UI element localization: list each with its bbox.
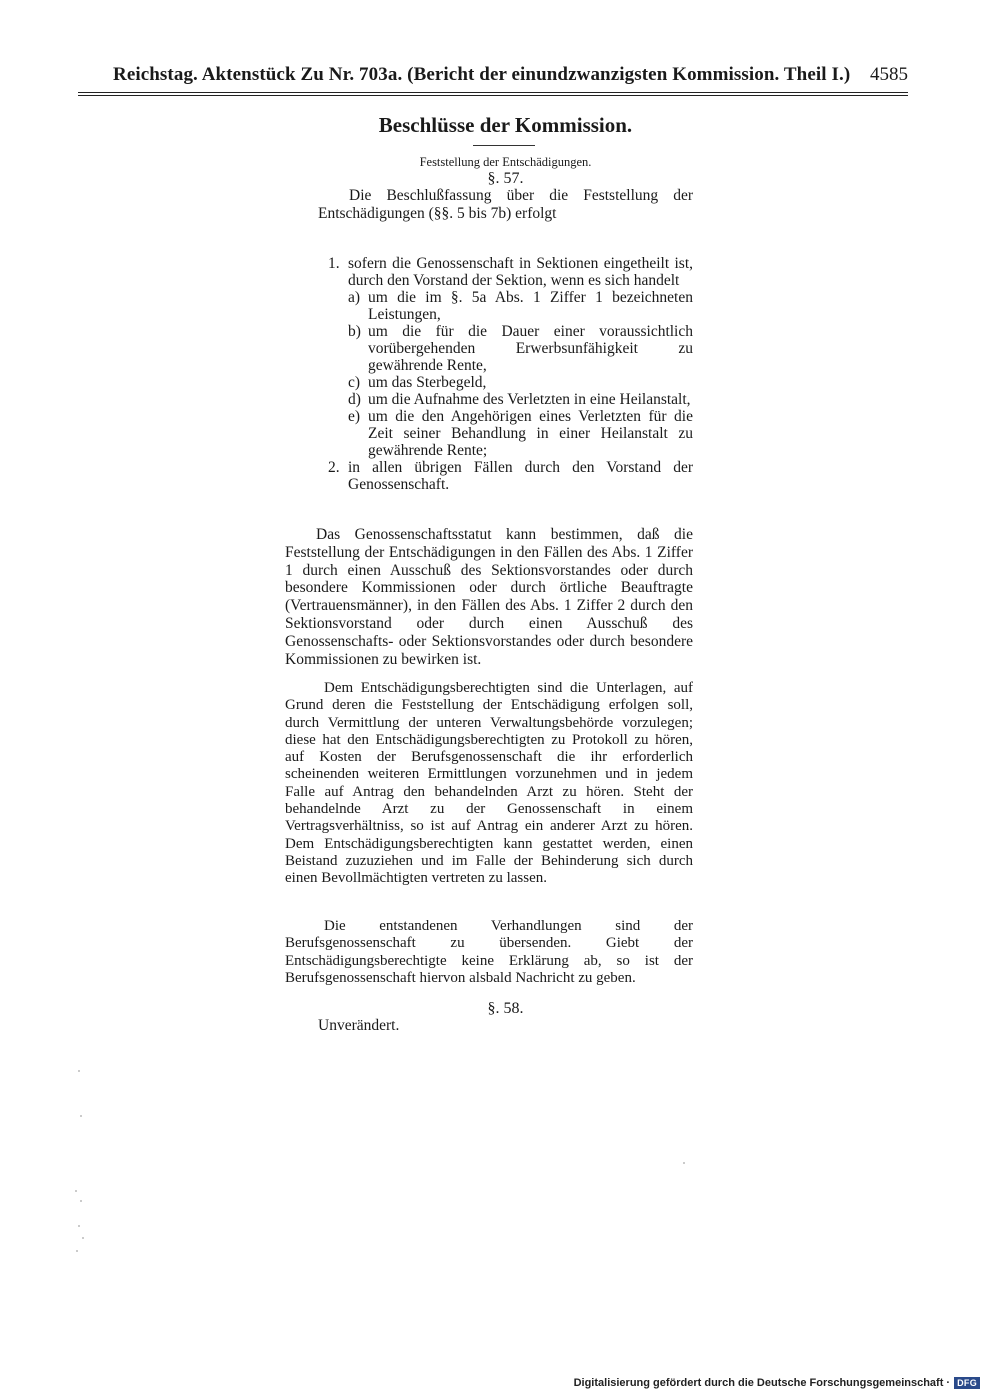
list-item-number: 2. [328,459,340,476]
sub-list-letter: b) [348,323,361,340]
sub-list-text: um das Sterbegeld, [368,374,487,391]
sub-list-letter: d) [348,391,361,408]
sub-list-letter: e) [348,408,361,425]
sub-list-item [318,391,693,408]
scan-speck [78,1070,80,1072]
subhead: Feststellung der Entschädigungen. [419,155,592,169]
paragraph-58-text: Unverändert. [318,1017,400,1034]
list-item-text: sofern die Genossenschaft in Sektionen eingetheilt ist, durch den Vorstand der Sektion, wenn es sich handelt [348,255,693,289]
dfg-logo: DFG [954,1377,980,1389]
scan-speck [683,1162,685,1164]
scan-speck [76,1250,78,1252]
page-number: 4585 [870,64,908,85]
sub-list-text: um die im §. 5a Abs. 1 Ziffer 1 bezeichneten Leistungen, [368,289,693,323]
sub-list-item [318,374,693,391]
running-head [113,62,908,90]
paragraph-57-sign: §. 57. [487,170,524,187]
sub-list-text: um die für die Dauer einer voraussichtlich vorübergehenden Erwerbsunfähigkeit zu gewährende Rente, [368,323,693,374]
paragraph-57-intro: Die Beschlußfassung über die Feststellung der Entschädigungen (§§. 5 bis 7b) erfolgt [318,187,693,222]
list-item-text: in allen übrigen Fällen durch den Vorstand der Genossenschaft. [348,459,693,493]
digitization-credit-text: Digitalisierung gefördert durch die Deutsche Forschungsgemeinschaft · [573,1377,951,1389]
scan-speck [78,1225,80,1227]
scan-speck [82,1237,84,1239]
statute-paragraph: Das Genossenschaftsstatut kann bestimmen, daß die Feststellung der Entschädigungen in den Fällen des Abs. 1 Ziffer 1 durch einen Ausschuß des Sektionsvorstandes oder durch besondere Kommissionen oder durch örtliche Beauftragte (Vertrauensmänner), in den Fällen des Abs. 1 Ziffer 2 durch den Sektionsvorstand oder durch einen Ausschuß des Genossenschafts- oder Sektionsvorstandes oder durch besondere Kommissionen zu bewirken ist. [285,526,693,668]
section-title: Beschlüsse der Kommission. [378,113,633,137]
sub-list-item [318,323,693,374]
body-paragraph-1: Dem Entschädigungsberechtigten sind die Unterlagen, auf Grund deren die Feststellung der Entschädigung erfolgen soll, durch Vermittlung der unteren Verwaltungsbehörde vorzulegen; diese hat den Entschädigungsberechtigten zu Protokoll zu hören, auf Kosten der Berufsgenossenschaft die ihr erforderlich scheinenden weiteren Ermittlungen vorzunehmen und in jedem Falle auf Antrag den behandelnden Arzt zu hören. Steht der behandelnde Arzt zu der Genossenschaft in einem Vertragsverhältniss, so ist auf Antrag ein anderer Arzt zu hören. Dem Entschädigungsberechtigten kann gestattet werden, einen Beistand zuzuziehen und im Falle der Behinderung sich durch einen Bevollmächtigten vertreten zu lassen. [285,680,693,887]
list-item [318,255,693,289]
sub-list-letter: a) [348,289,361,306]
sub-list-text: um die den Angehörigen eines Verletzten für die Zeit seiner Behandlung in einer Heilanstalt zu gewährende Rente; [368,408,693,459]
header-rule-bottom [78,95,908,96]
digitization-credit [574,1377,980,1389]
sub-list-letter: c) [348,374,361,391]
title-divider [473,145,535,146]
paragraph-58-sign: §. 58. [487,1000,524,1017]
body-paragraph-2: Die entstandenen Verhandlungen sind der Berufsgenossenschaft zu übersenden. Giebt der Entschädigungsberechtigte keine Erklärung ab, so ist der Berufsgenossenschaft hiervon alsbald Nachricht zu geben. [285,918,693,986]
enumeration [318,255,693,493]
sub-list-item [318,408,693,459]
scan-speck [80,1115,82,1117]
sub-list-item [318,289,693,323]
header-rule-top [78,92,908,93]
scan-speck [80,1200,82,1202]
scan-speck [75,1190,77,1192]
list-item-number: 1. [328,255,340,272]
sub-list-text: um die Aufnahme des Verletzten in eine Heilanstalt, [368,391,691,408]
list-item [318,459,693,493]
running-head-title: Reichstag. Aktenstück Zu Nr. 703a. (Bericht der einundzwanzigsten Kommission. Theil I.) [113,64,851,85]
